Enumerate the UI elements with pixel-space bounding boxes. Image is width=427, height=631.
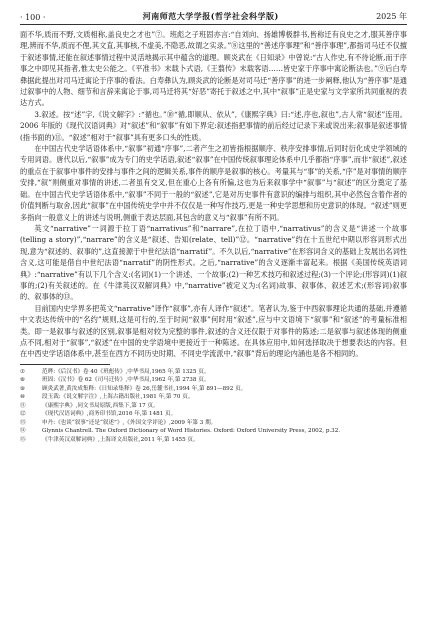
footnote (20, 427, 407, 436)
footnote-mark: ⑧ (20, 377, 26, 384)
footnote-mark: ⑬ (20, 419, 26, 426)
footnote-mark: ⑮ (20, 436, 26, 443)
footnote-mark: ⑦ (20, 368, 26, 375)
paragraph: 目前国内史学界多把英文“narrative”译作“叙事”,亦有人译作“叙述”。笔者认为,鉴于中西叙事理论共通的基础,并遵循中文表达传统中的“名约”规则,这是可行的,至于时间“叙事”何时用“叙述”,应与中文语境下“叙事”和“叙述”的考量标准相类。即一是叙事与叙述的区别,叙事是相对较为完整的事件,叙述的含义还仅限于对事件的陈述;二是叙事与叙述体现的侧重点不同,相对于“叙事”,“叙述”在中国的史学语境中更接近于一种陈述。在具体应用中,如何选择取决于想要表达的内容。但在中西史学话语体系中,甚至在西方不同历史时期、不同史学流派中,“叙事”背后的理论内涵也是各不相同的。 (20, 303, 407, 359)
header-rule (20, 24, 407, 25)
footnote-text: Glynnis Chantrell. The Oxford Dictionary of Word Histories. Oxford: Oxford University Press, 2002, p.32. (42, 428, 341, 435)
footnote-mark: ⑩ (20, 394, 26, 401)
footnote-text: 班固:《汉书》卷 62《司马迁传》,中华书局,1962 年,第 2738 页。 (42, 377, 210, 384)
footnote-text: 《牛津英汉双解词典》,上海译文出版社,2011 年,第 1455 页。 (42, 436, 199, 443)
footnote-text: 段玉裁:《说文解字注》,上海古籍出版社,1981 年,第 70 页。 (42, 394, 194, 401)
footnote-text: 《现代汉语词典》,商务印书馆,2016 年,第 1481 页。 (42, 411, 177, 418)
footnote-mark: ⑪ (20, 402, 26, 409)
footnote (20, 385, 407, 394)
footnote-mark: ⑨ (20, 385, 26, 392)
footnote-text: 《康熙字典》,同文书局原版,西集下,第 17 页。 (42, 402, 159, 409)
footnote (20, 393, 407, 402)
footnote (20, 402, 407, 411)
paragraph: 面不华,质而不野,文质相称,盖良史之才也”⑦。班彪之子班固亦言:“自刘向、扬雄博极群书,皆称迁有良史之才,服其善序事理,辨而不华,质而不俚,其文直,其事核,不虚美,不隐恶,故谓之实录。”⑧这里的“善述序事理”和“善序事理”,都指司马迁不仅擅于叙述事情,还能在叙述事情过程中灵活地揭示其中蕴含的道理。顾炎武在《日知录》中曾说:“古人作史,有不待论断,而于序事之中即见其指者,惟太史公能之。《平准书》末载卜式语,《王翦传》末载客语……皆史家于序事中寓论断法也。”⑨后白寿彝据此提出对司马迁寓论于序事的看法。白寿彝认为,顾炎武的论断是对司马迁“善序事”的进一步阐释,他认为“善序事”是通过叙事中的人物、细节和言辞来寓论于事,司马迁将其“好恶”寄托于叙述之中,其中“叙事”正是史家与文学家所共同重视的表达方式。 (20, 30, 407, 108)
footnotes (20, 368, 407, 445)
footnote-text: 顾炎武著,黄汝成集释:《日知录集释》卷 26,岳麓书社,1994 年,第 891—892 页。 (42, 385, 247, 392)
footnote (20, 419, 407, 428)
footnote-rule (20, 364, 110, 365)
footnote-mark: ⑫ (20, 411, 26, 418)
footnote-text: 申丹:《也谈“叙事”还是“叙述”》,《外国文学评论》,2009 年第 3 期。 (42, 419, 217, 426)
paragraph: 3.叙述。按“述”字,《说文解字》:“循也。”⑩“循,即顺从、依从”,《康熙字典》曰:“述,序也,叙也”,古人常“叙述”连用。2006 年版的《现代汉语词典》对“叙述”和“叙事”有如下界定:叙述指把事情的前后经过记录下来或说出来;叙事是叙述事情(指书面的)⑪。“叙述”相对于“叙事”具有更多口头的性质。 (20, 109, 407, 142)
footnote (20, 368, 407, 377)
year-label: 2025 年 (376, 12, 407, 21)
paragraph: 在中国古代史学话语体系中,“叙事”初通“序事”,二者产生之初皆指根据顺序、秩序安排事情,后同时衍化成史学领域的专用词语。唐代以后,“叙事”成为专门的史学话语,叙述“叙事”在中国传统叙事理论体系中几乎都指“序事”,而非“叙述”,叙述的重点在于叙事中事件的安排与事件之间的逻辑关系,事件的顺序是叙事的核心。考量其与“事”的关系,“序”是对事情的顺序安排,“叙”则侧重对事情的讲述,二者虽有交叉,但在重心上各有所偏,这也为后来叙事学中“叙事”与“叙述”的区分奠定了基础。在中国古代史学话语体系中,“叙事”不同于一般的“叙述”,它是对历史事件有意识的编排与组织,其中必然包含着作者的价值判断与取舍,因此“叙事”在中国传统史学中并不仅仅是一种写作技巧,更是一种史学思想和历史意识的体现。“叙述”则更多指向一般意义上的讲述与说明,侧重于表达层面,其包含的意义与“叙事”有所不同。 (20, 144, 407, 222)
journal-title: 河南师范大学学报(哲学社会科学版) (142, 11, 279, 21)
page-number: · 100 · (20, 13, 46, 22)
footnote (20, 436, 407, 445)
footnote-mark: ⑭ (20, 428, 26, 435)
running-header (20, 8, 407, 22)
footnote (20, 410, 407, 419)
article-body (20, 29, 407, 360)
footnote (20, 376, 407, 385)
footnote-text: 范晔:《后汉书》卷 40《班彪传》,中华书局,1965 年,第 1325 页。 (42, 368, 210, 375)
paragraph: 英文“narrative”一词源于拉丁语“narrativus”和“narrare”,在拉丁语中,“narrativus”的含义是“讲述一个故事(telling a story)”,“narrare”的含义是“叙述、告知(relate、tell)”⑫。“narrative”约在十五世纪中期以形容词形式出现,意为“叙述的、叙事的”,这直接源于中世纪法语“narratif”。不久以后,“narrative”在形容词含义的基础上发展出名词性含义,这可能是借自中世纪法语“narratif”的阴性形式。之后,“narrative”的含义逐渐丰富起来。根据《美国传统英语词典》:“narrative”有以下几个含义:(名词)(1)一个讲述、一个故事;(2)一种艺术技巧和叙述过程;(3)一个评论;(形容词)(1)叙事的;(2)有关叙述的。在《牛津英汉双解词典》中,“narrative”被定义为:(名词)故事、叙事体、叙述艺术;(形容词)叙事的、叙事体的⑬。 (20, 223, 407, 302)
